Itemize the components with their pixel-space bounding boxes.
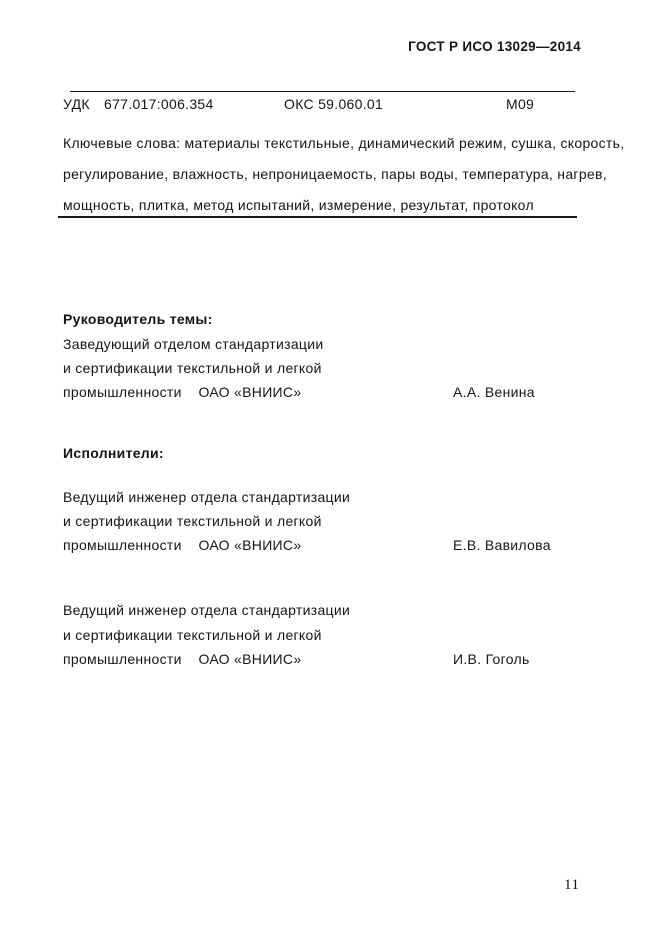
- executor2-name: И.В. Гоголь: [453, 651, 530, 667]
- leader-line-3: промышленности ОАО «ВНИИС»: [63, 384, 302, 400]
- executor2-line-3: промышленности ОАО «ВНИИС»: [63, 651, 302, 667]
- keywords-line-1: Ключевые слова: материалы текстильные, динамический режим, сушка, скорость,: [63, 135, 625, 151]
- executor2-line-1: Ведущий инженер отдела стандартизации: [63, 602, 351, 618]
- leader-line-1: Заведующий отделом стандартизации: [63, 336, 324, 352]
- keywords-line-3: мощность, плитка, метод испытаний, измерение, результат, протокол: [63, 197, 534, 213]
- oks-code: ОКС 59.060.01: [284, 96, 384, 112]
- separator-line-top: [70, 91, 575, 92]
- leader-name: А.А. Венина: [453, 384, 535, 400]
- keywords-line-2: регулирование, влажность, непроницаемость, пары воды, температура, нагрев,: [63, 166, 607, 182]
- executor1-line-3: промышленности ОАО «ВНИИС»: [63, 537, 302, 553]
- leader-line-2: и сертификации текстильной и легкой: [63, 360, 322, 376]
- separator-line-bottom: [58, 216, 577, 218]
- executors-heading: Исполнители:: [63, 445, 164, 461]
- group-code: М09: [506, 96, 535, 112]
- executor1-line-1: Ведущий инженер отдела стандартизации: [63, 489, 351, 505]
- page-number: 11: [564, 877, 580, 893]
- executor1-line-2: и сертификации текстильной и легкой: [63, 513, 322, 529]
- udk-value: 677.017:006.354: [104, 96, 214, 112]
- doc-code-header: ГОСТ Р ИСО 13029—2014: [408, 39, 581, 54]
- executor1-name: Е.В. Вавилова: [453, 537, 551, 553]
- udk-label: УДК: [63, 96, 90, 112]
- executor2-line-2: и сертификации текстильной и легкой: [63, 627, 322, 643]
- leader-heading: Руководитель темы:: [63, 311, 213, 327]
